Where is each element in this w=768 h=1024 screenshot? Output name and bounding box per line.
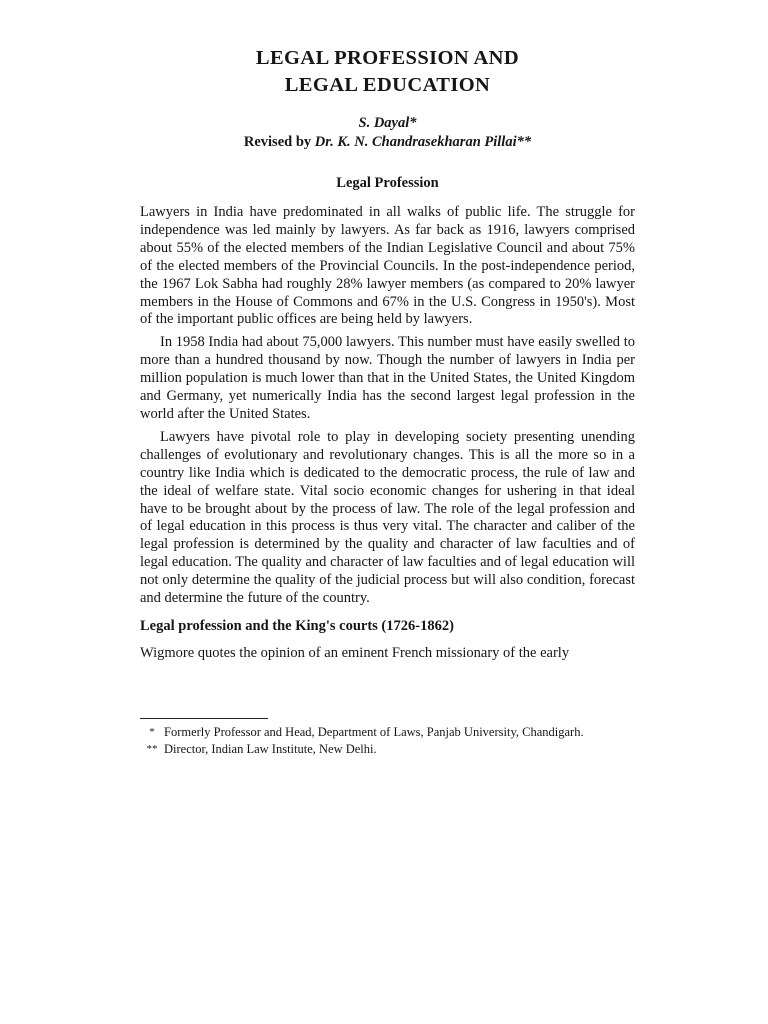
revised-prefix: Revised by xyxy=(243,134,315,150)
paragraph-4: Wigmore quotes the opinion of an eminent French missionary of the early xyxy=(140,644,570,661)
subheading: Legal profession and the King's courts (1726-1862) xyxy=(140,617,454,634)
title-line-2: LEGAL EDUCATION xyxy=(284,74,491,96)
footnote-2 xyxy=(140,741,640,758)
paragraph-3: Lawyers have pivotal role to play in developing society presenting unending challenges of evolutionary and revolutionary changes. This is all the more so in a country like India which is dedicated to the democratic process, the rule of law and the ideal of welfare state. Vital socio economic changes for ushering in that ideal have to be brought about by the process of law. The role of the legal profession and of legal education in this process is thus very vital. The character and caliber of the legal profession is determined by the quality and character of law faculties and of legal education. The quality and character of law faculties and of legal education will not only determine the quality of the judicial process but will also condition, forecast and determine the future of the country. xyxy=(140,428,635,607)
footnote-mark: ** xyxy=(146,743,158,755)
author-block xyxy=(140,114,635,152)
page-title xyxy=(140,45,635,99)
reviser-name: Dr. K. N. Chandrasekharan Pillai** xyxy=(314,134,532,150)
footnotes xyxy=(140,724,640,758)
section-heading: Legal Profession xyxy=(336,175,439,191)
footnote-text: Director, Indian Law Institute, New Delhi. xyxy=(164,742,377,756)
footnote-1 xyxy=(140,724,640,741)
body-text xyxy=(140,204,635,668)
title-line-1: LEGAL PROFESSION AND xyxy=(255,47,520,69)
paragraph-1: Lawyers in India have predominated in all walks of public life. The struggle for independence was led mainly by lawyers. As far back as 1916, lawyers comprised about 55% of the elected members of the Indian Legislative Council and about 75% of the elected members of the Provincial Councils. In the post-independence period, the 1967 Lok Sabha had roughly 28% lawyer members (as compared to 20% lawyer members in the House of Commons and 67% in the U.S. Congress in 1950's). Most of the important public offices are being held by lawyers. xyxy=(140,204,635,328)
footnote-rule xyxy=(140,718,268,719)
paragraph-2: In 1958 India had about 75,000 lawyers. This number must have easily swelled to more than a hundred thousand by now. Though the number of lawyers in India per million population is much lower than that in the United States, the United Kingdom and Germany, yet numerically India has the second largest legal profession in the world after the United States. xyxy=(140,334,635,422)
footnote-mark: * xyxy=(149,726,155,738)
footnote-text: Formerly Professor and Head, Department of Laws, Panjab University, Chandigarh. xyxy=(164,725,584,739)
revised-by-line xyxy=(140,133,635,152)
author-name: S. Dayal* xyxy=(358,115,417,131)
